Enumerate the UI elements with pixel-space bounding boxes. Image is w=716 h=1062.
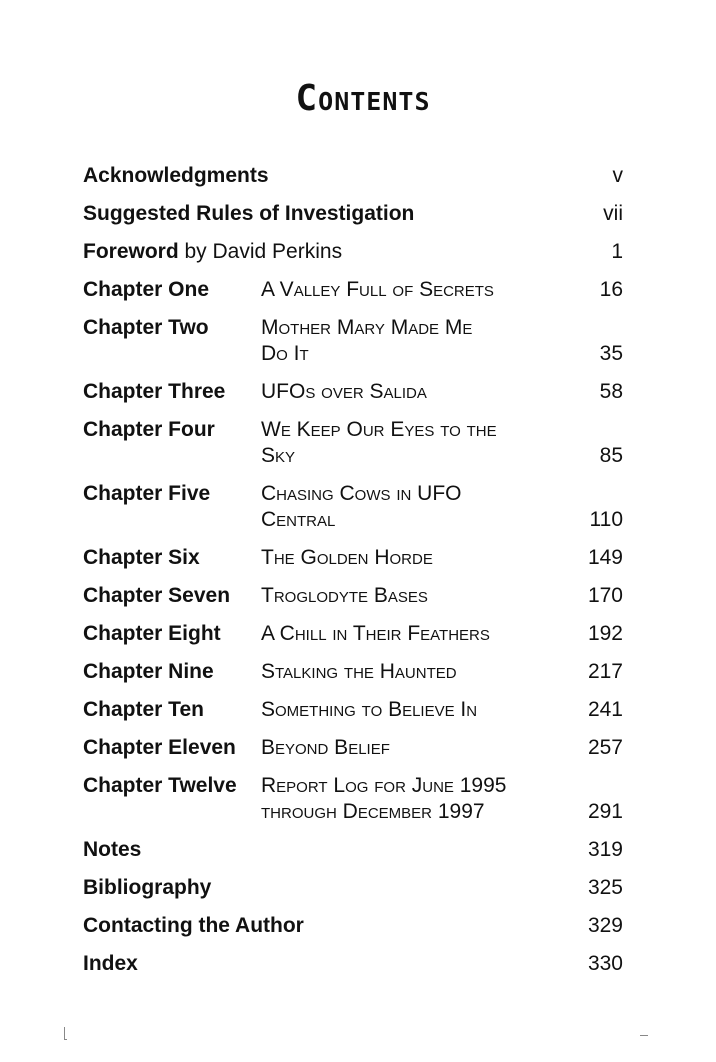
entry-page-number: 192 bbox=[587, 622, 623, 645]
chapter-label: Chapter Ten bbox=[83, 698, 204, 721]
chapter-title-line: A Valley Full of Secrets bbox=[261, 278, 494, 301]
entry-label bbox=[83, 239, 623, 265]
toc-entry-chapter bbox=[83, 773, 623, 825]
entry-label: Index bbox=[83, 952, 138, 975]
chapter-label: Chapter Eight bbox=[83, 622, 221, 645]
toc-entry-chapter bbox=[83, 315, 623, 367]
toc-entry-chapter bbox=[83, 417, 623, 469]
entry-label: Contacting the Author bbox=[83, 914, 304, 937]
entry-page-number: 110 bbox=[589, 508, 623, 531]
chapter-label: Chapter Two bbox=[83, 316, 209, 339]
toc-entry-chapter bbox=[83, 379, 623, 405]
chapter-title-line: We Keep Our Eyes to the bbox=[261, 418, 497, 441]
toc-entry-chapter bbox=[83, 583, 623, 609]
entry-page-number: 85 bbox=[599, 444, 623, 467]
page-title: Contents bbox=[295, 78, 431, 119]
chapter-label: Chapter Three bbox=[83, 380, 226, 403]
chapter-title-line: Stalking the Haunted bbox=[261, 660, 457, 683]
foreword-author: by David Perkins bbox=[178, 240, 343, 263]
chapter-title-line: Do It bbox=[261, 342, 309, 365]
chapter-title-line: Troglodyte Bases bbox=[261, 584, 428, 607]
toc-entry-index bbox=[83, 951, 623, 977]
entry-label: Notes bbox=[83, 838, 142, 861]
chapter-label: Chapter One bbox=[83, 278, 210, 301]
chapter-label: Chapter Five bbox=[83, 482, 211, 505]
chapter-title-line: The Golden Horde bbox=[261, 546, 433, 569]
entry-page-number: 291 bbox=[587, 800, 623, 823]
toc-entry-chapter bbox=[83, 621, 623, 647]
toc-entry-suggested-rules bbox=[83, 201, 623, 227]
toc-entry-acknowledgments bbox=[83, 163, 623, 189]
entry-page-number: 58 bbox=[599, 380, 623, 403]
toc-entry-chapter bbox=[83, 659, 623, 685]
entry-page-number: 319 bbox=[587, 838, 623, 861]
toc-entry-chapter bbox=[83, 545, 623, 571]
entry-label: Bibliography bbox=[83, 876, 212, 899]
crop-mark bbox=[640, 1035, 648, 1036]
entry-page-number: 217 bbox=[587, 660, 623, 683]
entry-page-number: 330 bbox=[587, 952, 623, 975]
entry-label: Suggested Rules of Investigation bbox=[83, 202, 415, 225]
entry-page-number: 170 bbox=[587, 584, 623, 607]
chapter-title-line: Something to Believe In bbox=[261, 698, 478, 721]
entry-page-number: 257 bbox=[587, 736, 623, 759]
entry-page-number: 1 bbox=[611, 240, 623, 263]
chapter-title-line: Beyond Belief bbox=[261, 736, 390, 759]
toc-entry-contacting-author bbox=[83, 913, 623, 939]
chapter-label: Chapter Twelve bbox=[83, 774, 237, 797]
chapter-list bbox=[83, 277, 623, 825]
chapter-title-line: A Chill in Their Feathers bbox=[261, 622, 490, 645]
entry-page-number: 16 bbox=[599, 278, 623, 301]
toc-entry-bibliography bbox=[83, 875, 623, 901]
foreword-label: Foreword bbox=[83, 240, 179, 263]
entry-label: Acknowledgments bbox=[83, 164, 269, 187]
entry-page-number: 149 bbox=[587, 546, 623, 569]
toc-entry-chapter bbox=[83, 277, 623, 303]
crop-mark bbox=[64, 1027, 67, 1040]
entry-page-number: v bbox=[612, 164, 623, 187]
entry-page-number: 35 bbox=[599, 342, 623, 365]
toc-entry-chapter bbox=[83, 481, 623, 533]
chapter-label: Chapter Eleven bbox=[83, 736, 236, 759]
chapter-title-line: Sky bbox=[261, 444, 296, 467]
chapter-label: Chapter Nine bbox=[83, 660, 214, 683]
chapter-label: Chapter Six bbox=[83, 546, 200, 569]
chapter-label: Chapter Seven bbox=[83, 584, 231, 607]
table-of-contents bbox=[83, 163, 623, 989]
entry-page-number: 241 bbox=[587, 698, 623, 721]
toc-entry-chapter bbox=[83, 697, 623, 723]
chapter-title-line: through December 1997 bbox=[261, 800, 485, 823]
toc-entry-chapter bbox=[83, 735, 623, 761]
toc-entry-foreword bbox=[83, 239, 623, 265]
entry-page-number: vii bbox=[603, 202, 623, 225]
chapter-title-line: UFOs over Salida bbox=[261, 380, 427, 403]
entry-page-number: 329 bbox=[587, 914, 623, 937]
chapter-title-line: Chasing Cows in UFO bbox=[261, 482, 462, 505]
chapter-title-line: Central bbox=[261, 508, 336, 531]
toc-entry-notes bbox=[83, 837, 623, 863]
chapter-label: Chapter Four bbox=[83, 418, 215, 441]
chapter-title-line: Report Log for June 1995 bbox=[261, 774, 507, 797]
entry-page-number: 325 bbox=[587, 876, 623, 899]
chapter-title-line: Mother Mary Made Me bbox=[261, 316, 473, 339]
